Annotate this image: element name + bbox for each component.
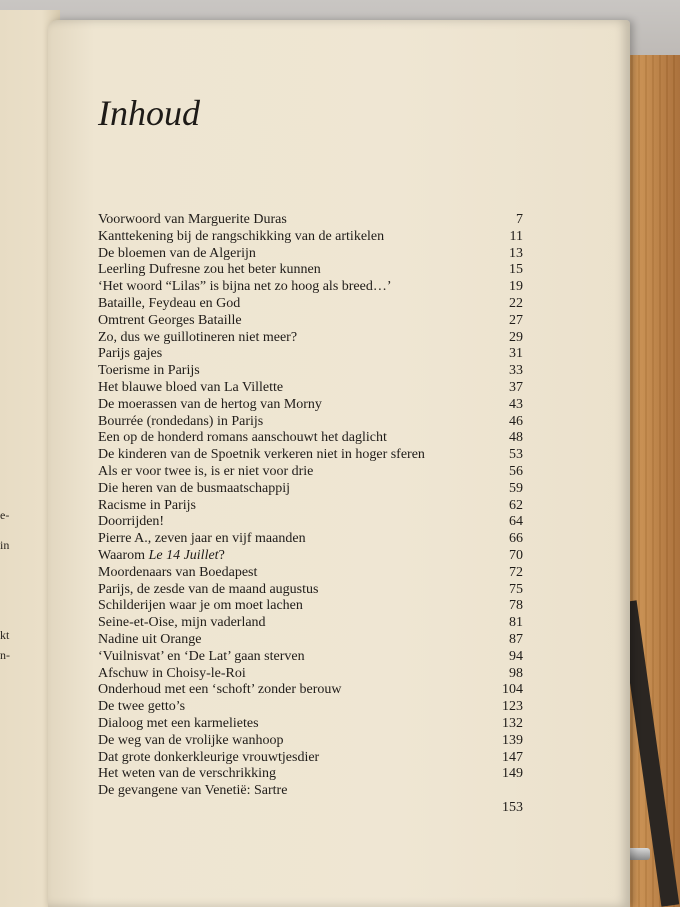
page-title: Inhoud xyxy=(98,93,200,133)
toc-entry xyxy=(98,682,523,699)
toc-entry-title: De twee getto’s xyxy=(98,699,186,715)
toc-entry-title-italic: Le 14 Juillet xyxy=(148,547,219,563)
toc-entry-page-number: 31 xyxy=(509,346,523,362)
toc-entry-title: Een op de honderd romans aanschouwt het daglicht xyxy=(98,430,387,446)
toc-entry xyxy=(98,498,523,515)
toc-entry-title: Bataille, Feydeau en God xyxy=(98,295,241,311)
toc-entry xyxy=(98,783,523,800)
toc-entry-page-number: 62 xyxy=(509,497,523,513)
toc-entry xyxy=(98,666,523,683)
toc-entry xyxy=(98,750,523,767)
left-page-fragment: in xyxy=(0,538,10,552)
toc-entry xyxy=(98,380,523,397)
toc-entry xyxy=(98,531,523,548)
left-page-fragment: e- xyxy=(0,508,10,522)
toc-entry-page-number: 46 xyxy=(509,413,523,429)
toc-entry xyxy=(98,548,523,565)
toc-entry-title: Die heren van de busmaatschappij xyxy=(98,480,291,496)
toc-entry-page-number: 132 xyxy=(502,715,523,731)
toc-entry-page-number: 149 xyxy=(502,766,523,782)
toc-entry-page-number: 64 xyxy=(509,514,523,530)
toc-entry-title: Parijs, de zesde van de maand augustus xyxy=(98,581,319,597)
toc-entry-page-number: 72 xyxy=(509,564,523,580)
toc-entry-title: Omtrent Georges Bataille xyxy=(98,312,242,328)
toc-entry-title: Seine-et-Oise, mijn vaderland xyxy=(98,615,266,631)
toc-entry-title: Zo, dus we guillotineren niet meer? xyxy=(98,329,298,345)
toc-entry-page-number: 43 xyxy=(509,396,523,412)
toc-entry xyxy=(98,313,523,330)
toc-entry-page-number: 123 xyxy=(502,699,523,715)
toc-entry xyxy=(98,363,523,380)
toc-entry-page-number: 75 xyxy=(509,581,523,597)
toc-entry-title-part: Waarom xyxy=(98,547,149,563)
toc-entry-page-number: 94 xyxy=(509,648,523,664)
toc-entry xyxy=(98,699,523,716)
toc-entry-title: Het blauwe bloed van La Villette xyxy=(98,379,284,395)
toc-entry xyxy=(98,481,523,498)
toc-entry-title: Schilderijen waar je om moet lachen xyxy=(98,598,303,614)
toc-entry xyxy=(98,246,523,263)
toc-entry xyxy=(98,414,523,431)
toc-entry xyxy=(98,598,523,615)
toc-entry-page-number: 15 xyxy=(509,262,523,278)
toc-entry-page-number: 13 xyxy=(509,245,523,261)
left-page-fragment: kt xyxy=(0,628,10,642)
toc-entry-title: De bloemen van de Algerijn xyxy=(98,245,256,261)
toc-entry-title: ‘Het woord “Lilas” is bijna net zo hoog als breed…’ xyxy=(98,279,392,295)
toc-entry-page-number: 104 xyxy=(502,682,523,698)
toc-entry xyxy=(98,632,523,649)
toc-entry-title: ‘Vuilnisvat’ en ‘De Lat’ gaan sterven xyxy=(98,648,305,664)
toc-entry-page-number: 27 xyxy=(509,312,523,328)
toc-entry xyxy=(98,229,523,246)
toc-entry xyxy=(98,330,523,347)
toc-entry-title: De kinderen van de Spoetnik verkeren niet in hoger sferen xyxy=(98,447,425,463)
toc-entry-page-number: 56 xyxy=(509,463,523,479)
toc-entry-title: Kanttekening bij de rangschikking van de artikelen xyxy=(98,228,385,244)
toc-entry-page-number: 66 xyxy=(509,531,523,547)
toc-entry-title: Als er voor twee is, is er niet voor drie xyxy=(98,463,314,479)
table-of-contents xyxy=(98,212,523,817)
toc-entry-page-number: 37 xyxy=(509,379,523,395)
toc-entry-page-number: 19 xyxy=(509,279,523,295)
toc-entry xyxy=(98,649,523,666)
toc-entry-title: Het weten van de verschrikking xyxy=(98,766,277,782)
toc-entry-page-number: 7 xyxy=(516,212,523,227)
toc-entry xyxy=(98,447,523,464)
toc-entry-title: Pierre A., zeven jaar en vijf maanden xyxy=(98,531,306,547)
toc-entry-title xyxy=(98,548,225,565)
toc-entry-title: Racisme in Parijs xyxy=(98,497,196,513)
toc-entry-page-number: 22 xyxy=(509,295,523,311)
toc-entry xyxy=(98,565,523,582)
toc-entry-page-number: 98 xyxy=(509,665,523,681)
toc-entry xyxy=(98,262,523,279)
toc-entry-title: Toerisme in Parijs xyxy=(98,363,200,379)
toc-entry-title: Bourrée (rondedans) in Parijs xyxy=(98,413,264,429)
toc-entry-page-number: 48 xyxy=(509,430,523,446)
toc-entry-title: De weg van de vrolijke wanhoop xyxy=(98,732,284,748)
toc-entry xyxy=(98,346,523,363)
toc-entry-title: Nadine uit Orange xyxy=(98,631,202,647)
toc-entry-title: Doorrijden! xyxy=(98,514,165,530)
toc-entry xyxy=(98,296,523,313)
toc-entry xyxy=(98,212,523,229)
toc-entry-title: De gevangene van Venetië: Sartre xyxy=(98,783,288,799)
toc-entry-title: Leerling Dufresne zou het beter kunnen xyxy=(98,262,321,278)
toc-entry-page-number: 70 xyxy=(509,547,523,563)
toc-entry xyxy=(98,430,523,447)
toc-entry xyxy=(98,582,523,599)
toc-entry-title: Voorwoord van Marguerite Duras xyxy=(98,212,287,227)
toc-entry-title: De moerassen van de hertog van Morny xyxy=(98,396,322,412)
toc-entry xyxy=(98,733,523,750)
toc-entry xyxy=(98,514,523,531)
toc-entry-title: Afschuw in Choisy-le-Roi xyxy=(98,665,246,681)
left-page-fragment: n- xyxy=(0,648,10,662)
toc-entry-page-number: 78 xyxy=(509,598,523,614)
toc-entry xyxy=(98,464,523,481)
toc-entry-page-number: 153 xyxy=(502,799,523,815)
toc-entry-page-number: 53 xyxy=(509,447,523,463)
toc-entry xyxy=(98,397,523,414)
toc-entry-page-number: 33 xyxy=(509,363,523,379)
toc-entry-title-part: ? xyxy=(218,547,225,563)
toc-entry xyxy=(98,279,523,296)
toc-entry-title: Moordenaars van Boedapest xyxy=(98,564,258,580)
toc-entry xyxy=(98,615,523,632)
toc-entry-title: Parijs gajes xyxy=(98,346,163,362)
toc-entry xyxy=(98,766,523,783)
toc-entry-page-number: 11 xyxy=(509,228,523,244)
toc-entry xyxy=(98,716,523,733)
toc-entry xyxy=(98,800,523,817)
toc-entry-page-number: 81 xyxy=(509,615,523,631)
toc-entry-title: Dat grote donkerkleurige vrouwtjesdier xyxy=(98,749,320,765)
toc-entry-page-number: 29 xyxy=(509,329,523,345)
toc-entry-page-number: 147 xyxy=(502,749,523,765)
toc-entry-page-number: 59 xyxy=(509,480,523,496)
toc-entry-page-number: 139 xyxy=(502,732,523,748)
toc-entry-page-number: 87 xyxy=(509,631,523,647)
toc-entry-title: Onderhoud met een ‘schoft’ zonder berouw xyxy=(98,682,342,698)
toc-entry-title: Dialoog met een karmelietes xyxy=(98,715,259,731)
